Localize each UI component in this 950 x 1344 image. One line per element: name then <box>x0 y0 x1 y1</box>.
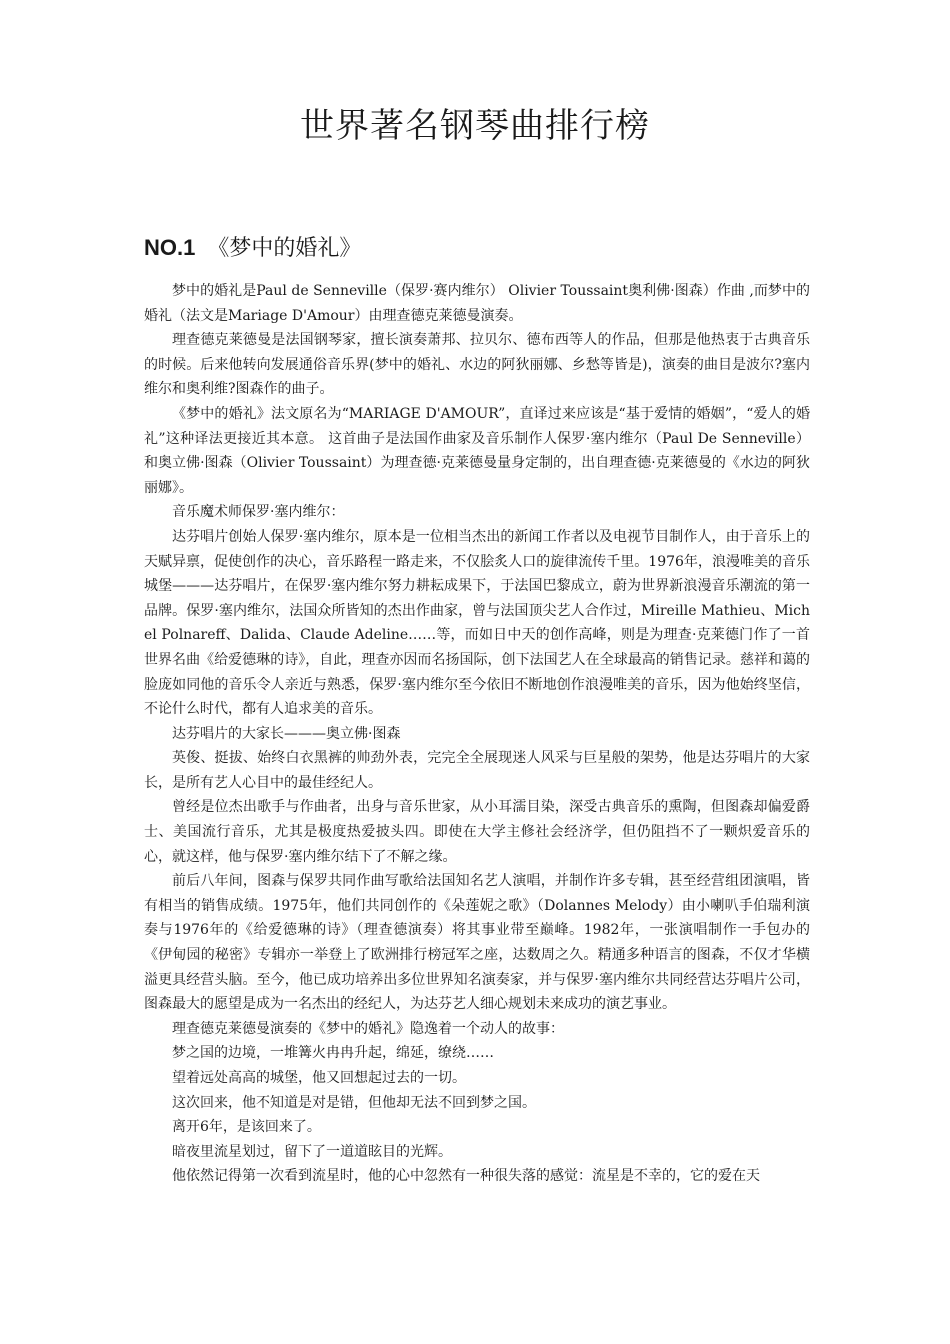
document-title: 世界著名钢琴曲排行榜 <box>300 106 650 146</box>
paragraph: 暗夜里流星划过，留下了一道道眩目的光辉。 <box>172 1143 452 1160</box>
section-heading <box>144 232 361 265</box>
paragraph: 英俊、挺拔、始终白衣黑裤的帅劲外表，完完全全展现迷人风采与巨星般的架势，他是达芬唱片的大家长，是所有艺人心目中的最佳经纪人。 <box>144 750 810 791</box>
paragraph: 《梦中的婚礼》法文原名为“MARIAGE D'AMOUR”，直译过来应该是“基于爱情的婚姻”，“爱人的婚礼”这种译法更接近其本意。 这首曲子是法国作曲家及音乐制作人保罗·塞内维尔（Paul De Senneville）和奥立佛·图森（Olivier Toussaint）为理查德·克莱德曼量身定制的，出自理查德·克莱德曼的《水边的阿狄丽娜》。 <box>144 405 810 496</box>
paragraph: 梦之国的边境，一堆篝火冉冉升起，绵延，缭绕…… <box>172 1045 494 1062</box>
paragraph: 理查德克莱德曼演奏的《梦中的婚礼》隐逸着一个动人的故事： <box>172 1020 564 1037</box>
paragraph: 望着远处高高的城堡，他又回想起过去的一切。 <box>172 1070 466 1086</box>
section-name: 《梦中的婚礼》 <box>207 236 362 261</box>
paragraph: 理查德克莱德曼是法国钢琴家，擅长演奏萧邦、拉贝尔、德布西等人的作品，但那是他热衷于古典音乐的时候。后来他转向发展通俗音乐界(梦中的婚礼、水边的阿狄丽娜、乡愁等皆是)，演奏的曲目是波尔?塞内维尔和奥利维?图森作的曲子。 <box>144 332 810 398</box>
paragraph: 这次回来，他不知道是对是错，但他却无法不回到梦之国。 <box>172 1094 536 1111</box>
paragraph: 梦中的婚礼是Paul de Senneville（保罗·赛内维尔） Olivier Toussaint奥利佛·图森）作曲 ,而梦中的婚礼（法文是Mariage D'Amour）由理查德克莱德曼演奏。 <box>144 283 810 324</box>
paragraph: 他依然记得第一次看到流星时，他的心中忽然有一种很失落的感觉：流星是不幸的，它的爱在天 <box>172 1168 760 1185</box>
paragraph: 音乐魔术师保罗·塞内维尔： <box>172 504 345 521</box>
paragraph: 达芬唱片的大家长———奥立佛·图森 <box>172 725 401 742</box>
paragraph: 达芬唱片创始人保罗·塞内维尔，原本是一位相当杰出的新闻工作者以及电视节目制作人，由于音乐上的天赋异禀，促使创作的决心，音乐路程一路走来，不仅脍炙人口的旋律流传千里。1976年，浪漫唯美的音乐城堡———达芬唱片，在保罗·塞内维尔努力耕耘成果下，于法国巴黎成立，蔚为世界新浪漫音乐潮流的第一品牌。保罗·塞内维尔，法国众所皆知的杰出作曲家，曾与法国顶尖艺人合作过，Mireille Mathieu、Michel Polnareff、Dalida、Claude Adeline……等，而如日中天的创作高峰，则是为理查·克莱德门作了一首世界名曲《给爱德琳的诗》，自此，理查亦因而名扬国际，创下法国艺人在全球最高的销售记录。慈祥和蔼的脸庞如同他的音乐令人亲近与熟悉，保罗·塞内维尔至今依旧不断地创作浪漫唯美的音乐，因为他始终坚信，不论什么时代，都有人追求美的音乐。 <box>144 528 810 718</box>
paragraph: 曾经是位杰出歌手与作曲者，出身与音乐世家，从小耳濡目染，深受古典音乐的熏陶，但图森却偏爱爵士、美国流行音乐，尤其是极度热爱披头四。即使在大学主修社会经济学，但仍阻挡不了一颗炽爱音乐的心，就这样，他与保罗·塞内维尔结下了不解之缘。 <box>144 799 810 865</box>
paragraph: 离开6年，是该回来了。 <box>172 1119 321 1136</box>
paragraph: 前后八年间，图森与保罗共同作曲写歌给法国知名艺人演唱，并制作许多专辑，甚至经营组团演唱，皆有相当的销售成绩。1975年，他们共同创作的《朵莲妮之歌》（Dolannes Melody）由小喇叭手伯瑞利演奏与1976年的《给爱德琳的诗》（理查德演奏）将其事业带至巅峰。1982年，一张演唱制作一手包办的《伊甸园的秘密》专辑亦一举登上了欧洲排行榜冠军之座，达数周之久。精通多种语言的图森，不仅才华横溢更具经营头脑。至今，他已成功培养出多位世界知名演奏家，并与保罗·塞内维尔共同经营达芬唱片公司，图森最大的愿望是成为一名杰出的经纪人，为达芬艺人细心规划未来成功的演艺事业。 <box>144 873 810 1013</box>
article-body <box>144 279 810 1189</box>
section-number: NO.1 <box>144 235 196 260</box>
